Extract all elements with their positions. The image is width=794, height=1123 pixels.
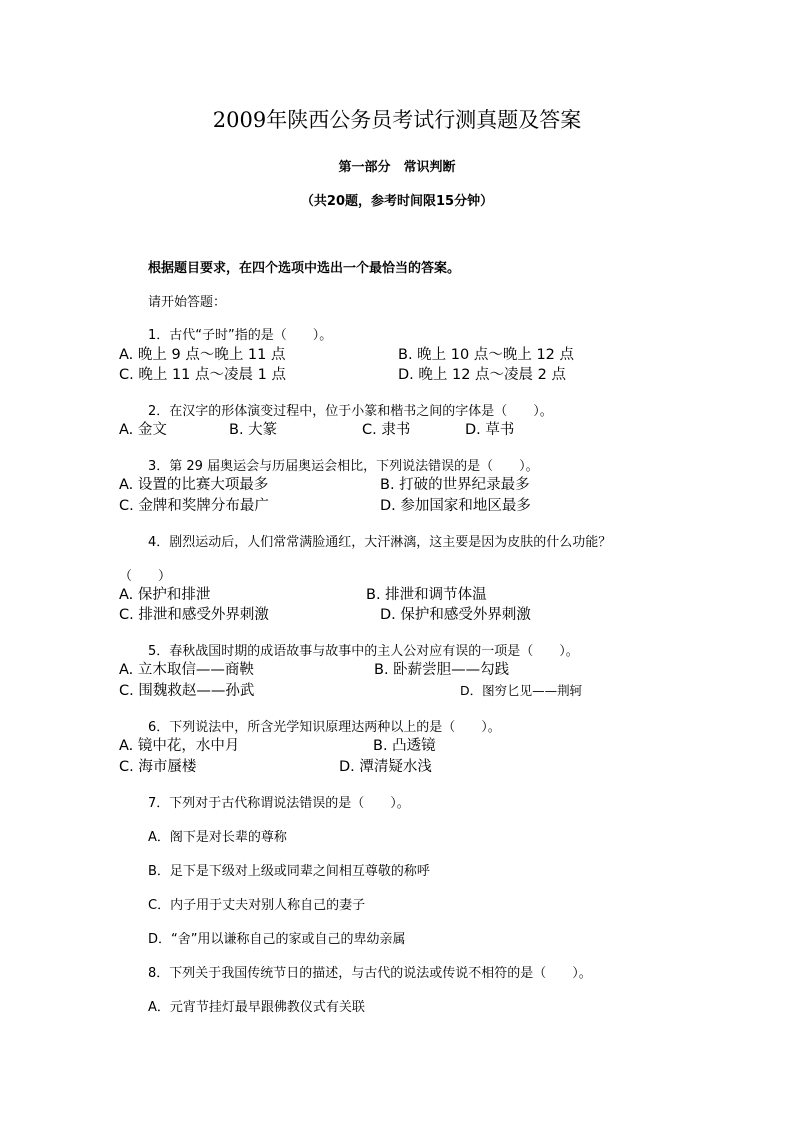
question-1-option-b: B. 晚上 10 点～晚上 12 点 (398, 347, 575, 363)
question-4-option-d: D. 保护和感受外界刺激 (380, 607, 531, 623)
question-7-option-b: B．足下是下级对上级或同辈之间相互尊敬的称呼 (148, 864, 430, 879)
section-note: （共20题，参考时间限15分钟） (300, 194, 494, 209)
question-3-option-d: D. 参加国家和地区最多 (380, 498, 531, 514)
question-3-option-c: C. 金牌和奖牌分布最广 (119, 498, 269, 514)
question-4-option-b: B. 排泄和调节体温 (366, 587, 487, 603)
start-text: 请开始答题： (148, 295, 227, 310)
question-2-option-c: C. 隶书 (362, 422, 411, 438)
question-7-stem: 7．下列对于古代称谓说法错误的是（ ）。 (148, 796, 410, 811)
question-6-stem: 6．下列说法中，所含光学知识原理达两种以上的是（ ）。 (148, 720, 501, 735)
question-5-option-b: B. 卧薪尝胆——勾践 (374, 662, 510, 678)
question-5-stem: 5．春秋战国时期的成语故事与故事中的主人公对应有误的一项是（ ）。 (148, 644, 579, 659)
question-2-option-b: B. 大篆 (229, 422, 278, 438)
page-title: 2009年陕西公务员考试行测真题及答案 (212, 108, 582, 132)
question-4-option-c: C. 排泄和感受外界刺激 (119, 607, 269, 623)
question-3-option-b: B. 打破的世界纪录最多 (380, 477, 530, 493)
question-2-stem: 2．在汉字的形体演变过程中，位于小篆和楷书之间的字体是（ ）。 (148, 404, 553, 419)
question-3-stem: 3．第 29 届奥运会与历届奥运会相比，下列说法错误的是（ ）。 (148, 459, 539, 474)
instruction-text: 根据题目要求，在四个选项中选出一个最恰当的答案。 (148, 261, 461, 276)
question-8-option-a: A．元宵节挂灯最早跟佛教仪式有关联 (148, 1000, 365, 1015)
question-2-option-a: A. 金文 (119, 422, 167, 438)
question-7-option-d: D．“舍”用以谦称自己的家或自己的卑幼亲属 (148, 932, 406, 947)
question-1-option-c: C. 晚上 11 点～凌晨 1 点 (119, 367, 286, 383)
question-6-option-a: A. 镜中花，水中月 (119, 738, 240, 754)
question-5-option-c: C. 围魏救赵——孙武 (119, 683, 255, 699)
question-6-option-c: C. 海市蜃楼 (119, 759, 197, 775)
question-8-stem: 8．下列关于我国传统节日的描述，与古代的说法或传说不相符的是（ ）。 (148, 966, 592, 981)
question-1-option-a: A. 晚上 9 点～晚上 11 点 (119, 347, 286, 363)
section-heading: 第一部分 常识判断 (338, 160, 456, 175)
question-1-option-d: D. 晚上 12 点～凌晨 2 点 (398, 367, 566, 383)
question-3-option-a: A. 设置的比赛大项最多 (119, 477, 269, 493)
question-1-stem: 1．古代“子时”指的是（ ）。 (148, 328, 333, 343)
question-5-option-a: A. 立木取信——商鞅 (119, 662, 254, 678)
question-7-option-c: C．内子用于丈夫对别人称自己的妻子 (148, 898, 366, 913)
question-6-option-d: D. 潭清疑水浅 (339, 759, 432, 775)
question-6-option-b: B. 凸透镜 (373, 738, 436, 754)
question-5-option-d: D．图穷匕见——荆轲 (460, 683, 583, 698)
question-4-option-a: A. 保护和排泄 (119, 587, 211, 603)
question-4-stem: 4．剧烈运动后，人们常常满脸通红，大汗淋漓，这主要是因为皮肤的什么功能？ (148, 535, 612, 550)
question-2-option-d: D. 草书 (465, 422, 515, 438)
question-4-answer-paren: （ ） (119, 569, 172, 584)
question-7-option-a: A．阁下是对长辈的尊称 (148, 830, 287, 845)
